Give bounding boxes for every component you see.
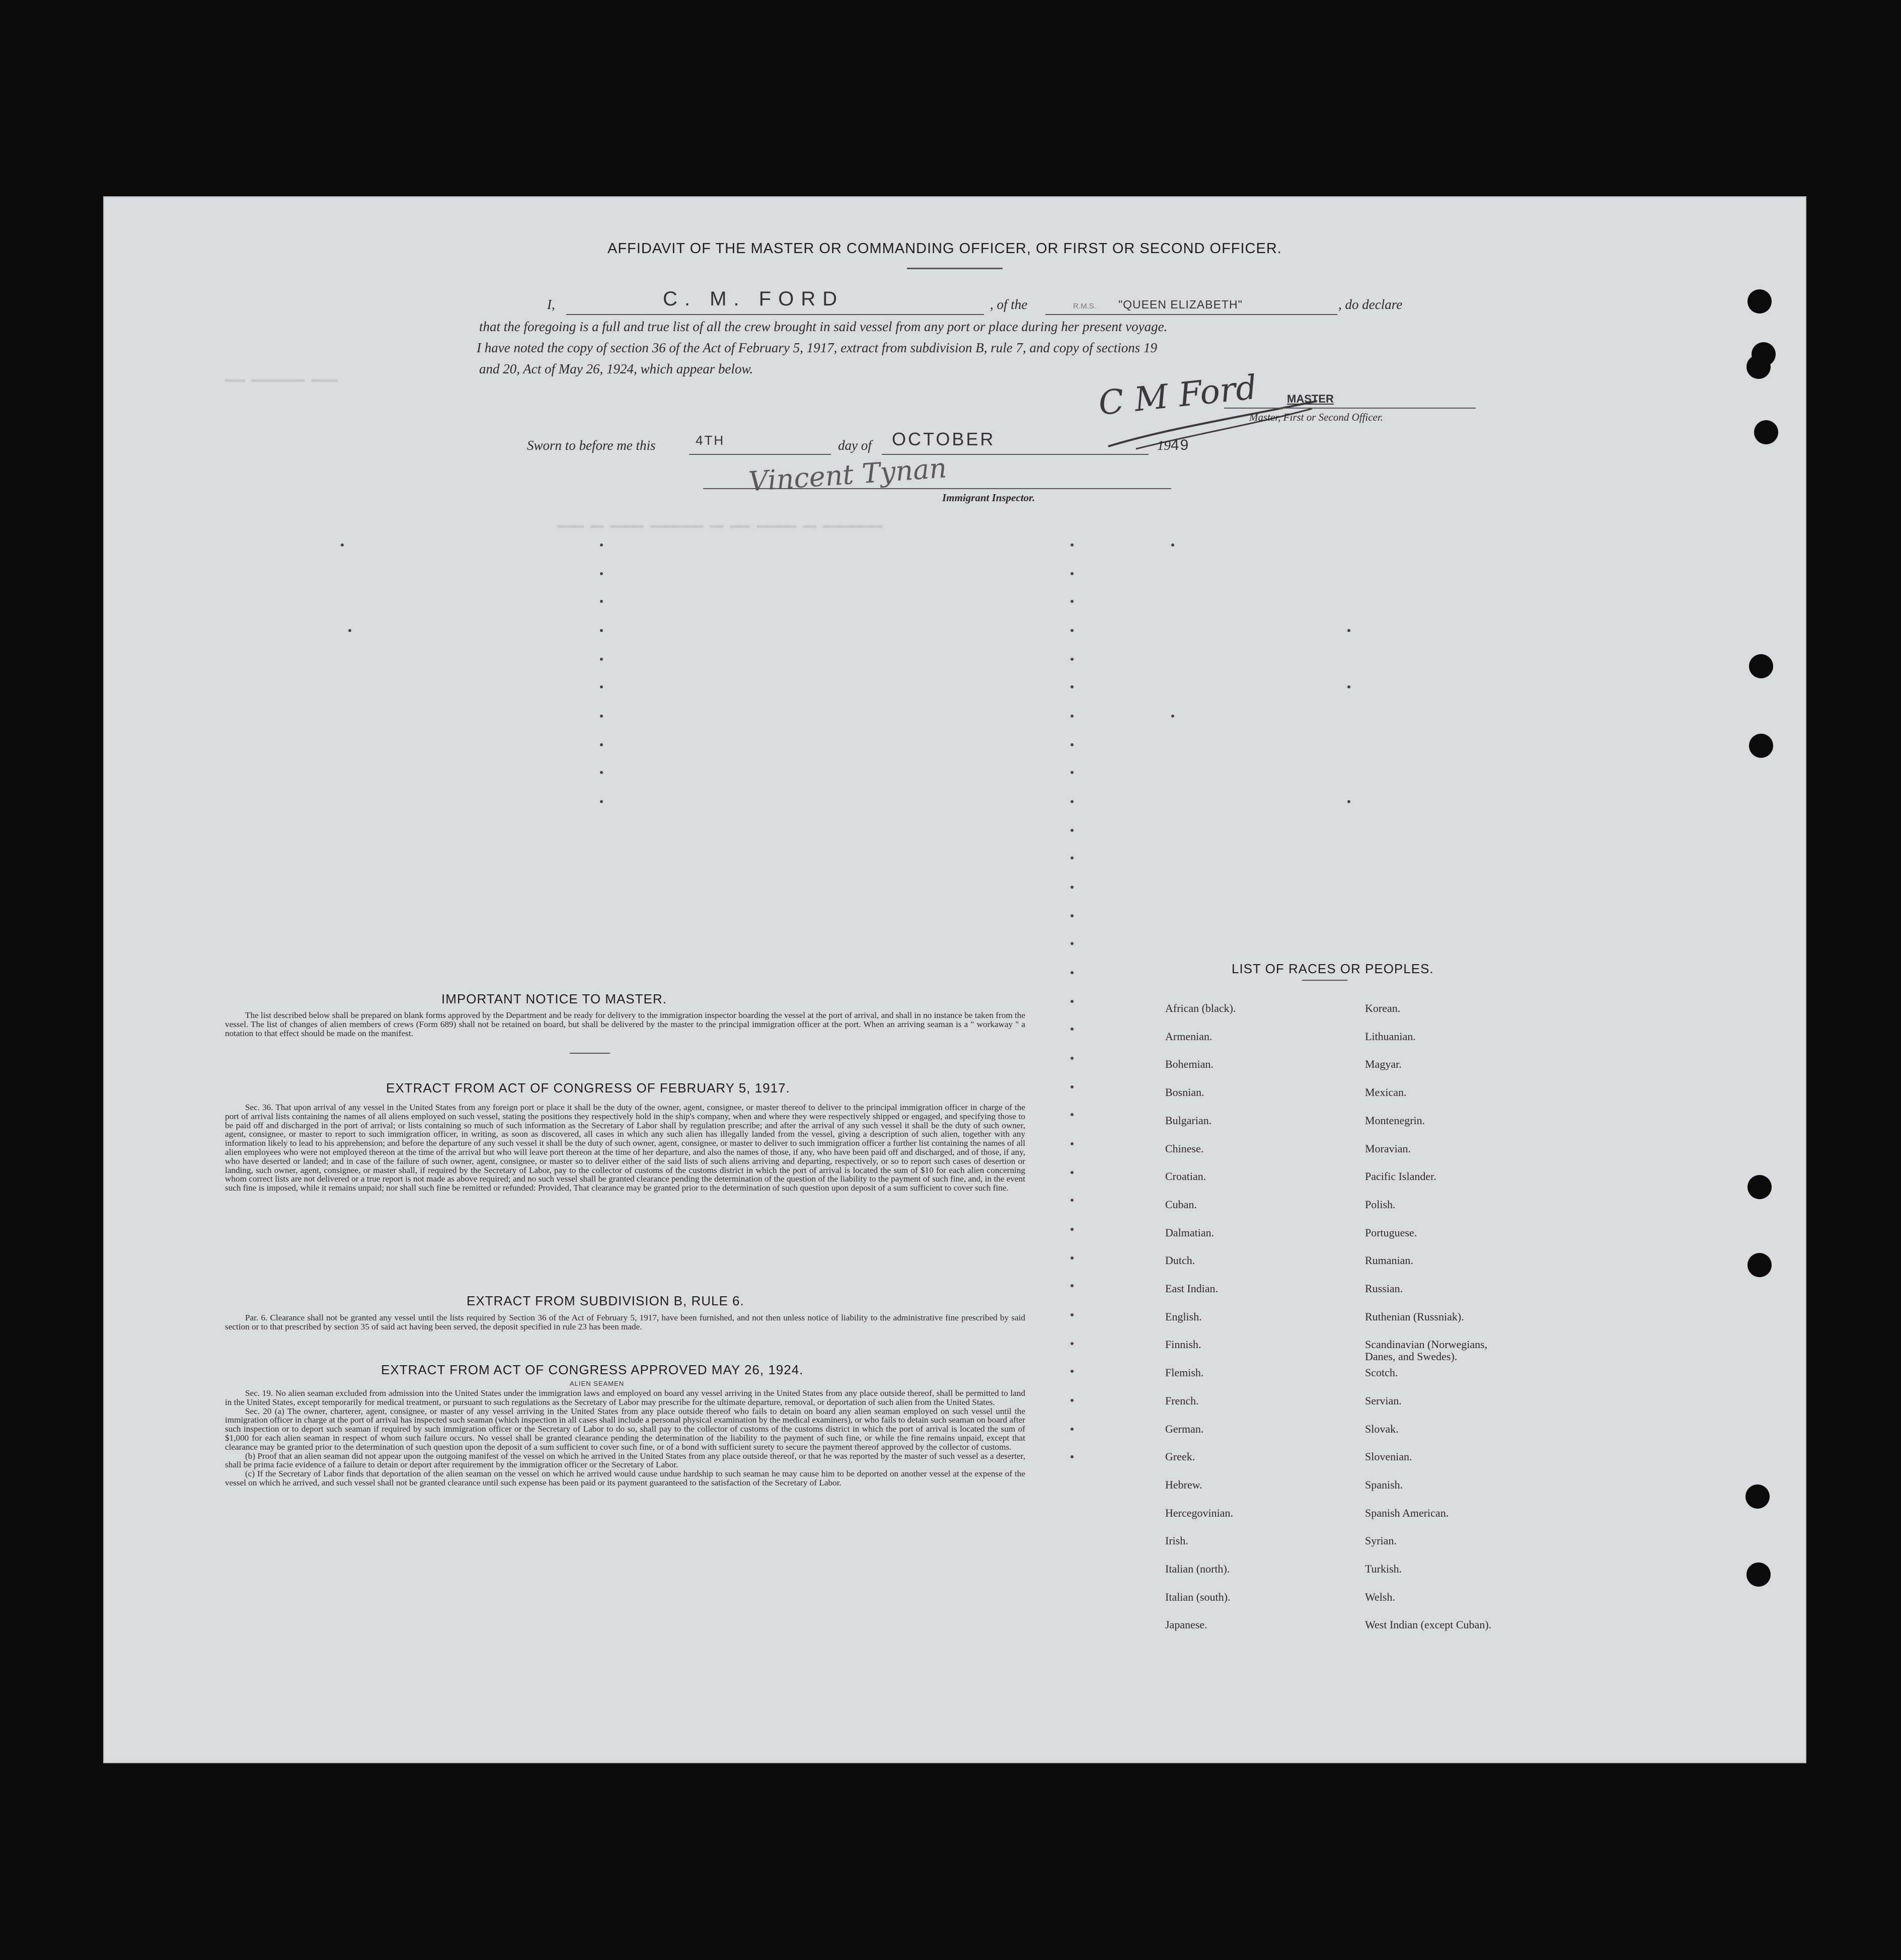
extract-1924-text — [225, 1389, 1025, 1487]
master-signature: C M Ford — [1096, 367, 1259, 423]
affidavit-line-3: I have noted the copy of section 36 of the Act of February 5, 1917, extract from subdivision B, rule 7, and copy of sections 19 — [477, 340, 1157, 355]
notice-title: IMPORTANT NOTICE TO MASTER. — [441, 991, 667, 1006]
affidavit-line-2: that the foregoing is a full and true list of all the crew brought in said vessel from any port or place during her present voyage. — [479, 319, 1168, 334]
left-race-item: Finnish. — [1165, 1338, 1201, 1351]
right-race-item: Magyar. — [1365, 1058, 1402, 1071]
left-race-item: English. — [1165, 1310, 1202, 1323]
day-line — [689, 454, 831, 455]
left-race-item: French. — [1165, 1394, 1199, 1407]
left-race-item: Chinese. — [1165, 1142, 1204, 1155]
sworn-year-prefix: 19 — [1157, 438, 1171, 453]
sworn-month: OCTOBER — [892, 429, 996, 449]
right-race-item: Welsh. — [1365, 1590, 1395, 1603]
vessel-type: R.M.S. — [1073, 302, 1096, 310]
left-race-item: Italian (south). — [1165, 1590, 1231, 1603]
subdivision-text — [225, 1313, 1025, 1331]
left-race-item: Japanese. — [1165, 1618, 1207, 1631]
alien-seamen-subtitle: ALIEN SEAMEN — [570, 1380, 625, 1387]
left-race-item: German. — [1165, 1422, 1204, 1435]
notice-text — [225, 1011, 1025, 1038]
right-race-item: Rumanian. — [1365, 1254, 1413, 1267]
vessel-line — [1045, 314, 1337, 315]
extract-1917-text — [225, 1103, 1025, 1193]
vessel-name: "QUEEN ELIZABETH" — [1118, 298, 1243, 311]
right-race-item: Slovenian. — [1365, 1450, 1412, 1463]
paragraph-6: Par. 6. Clearance shall not be granted any vessel until the lists required by Section 36 of the Act of February 5, 1917, have been furnished, and not then unless notice of liability to the administrative fine prescribed by said section or to that prescribed by section 35 of said act having been served, the deposit specified in rule 23 has been made. — [225, 1313, 1025, 1331]
right-race-item: Moravian. — [1365, 1142, 1411, 1155]
right-race-item: Korean. — [1365, 1002, 1401, 1014]
day-of-text: day of — [838, 438, 872, 453]
right-race-item: Turkish. — [1365, 1562, 1402, 1575]
left-race-item: Bulgarian. — [1165, 1114, 1212, 1127]
right-race-item: Ruthenian (Russniak). — [1365, 1310, 1464, 1323]
signature-flourish-icon — [1106, 399, 1322, 454]
right-race-item: Spanish American. — [1365, 1506, 1449, 1519]
right-race-item: Servian. — [1365, 1394, 1402, 1407]
left-race-item: Hebrew. — [1165, 1478, 1202, 1491]
left-race-item: Armenian. — [1165, 1030, 1212, 1043]
subdivision-title: EXTRACT FROM SUBDIVISION B, RULE 6. — [467, 1293, 744, 1308]
right-race-item: Syrian. — [1365, 1534, 1397, 1547]
extract-1917-title: EXTRACT FROM ACT OF CONGRESS OF FEBRUARY 5, 1917. — [386, 1080, 790, 1095]
do-declare-text: , do declare — [1338, 297, 1403, 312]
section-19-paragraph: Sec. 19. No alien seaman excluded from admission into the United States under the immigration laws and employed on board any vessel arriving in the United States from any place outside thereof, shall be permitted to land in the United States, except temporarily for medical treatment, or pursuant to such regulations as the Secretary of Labor may prescribe for the ultimate departure, removal, or deportation of such alien from the United States. — [225, 1388, 1025, 1407]
sworn-year — [1157, 437, 1189, 454]
right-race-item: Russian. — [1365, 1282, 1403, 1295]
section-20b-paragraph: (b) Proof that an alien seaman did not appear upon the outgoing manifest of the vessel on which he arrived in the United States from any place outside thereof, or that he was reported by the master of such vessel as a deserter, shall be prima facie evidence of a failure to detain or deport after requirement by the immigration officer or the Secretary of Labor. — [225, 1451, 1025, 1470]
affidavit-line-4: and 20, Act of May 26, 1924, which appear below. — [479, 361, 753, 376]
title-underline — [907, 268, 1003, 269]
affidavit-title: AFFIDAVIT OF THE MASTER OR COMMANDING OFFICER, OR FIRST OR SECOND OFFICER. — [607, 241, 1282, 257]
left-race-item: Irish. — [1165, 1534, 1188, 1547]
of-the-text: , of the — [990, 297, 1028, 312]
right-race-item: Pacific Islander. — [1365, 1170, 1436, 1183]
sworn-prefix: Sworn to before me this — [527, 438, 656, 453]
section-20a-paragraph: Sec. 20 (a) The owner, charterer, agent, consignee, or master of any vessel arriving in the United States from any place outside thereof who fails to detain on board any alien seaman employed on such vessel until the immigration officer in charge at the port of arrival has inspected such seaman (which inspection in all cases shall include a personal physical examination by the medical examiners), or who fails to detain such seaman on board after such inspection or to deport such seaman if required by such immigration officer or the Secretary of Labor to do so, shall pay to the collector of customs of the customs district in which the port of arrival is located the sum of $1,000 for each alien seaman in respect of whom such failure occurs. No vessel shall be granted clearance pending the determination of the liability to the payment of such fine, or while the fine remains unpaid, except that clearance may be granted prior to the determination of such question upon the deposit of a sum sufficient to cover such fine, or of a bond with sufficient surety to secure the payment thereof approved by the collector of customs. — [225, 1406, 1025, 1452]
left-race-item: Croatian. — [1165, 1170, 1206, 1183]
document-page: ▬▬▬▬ ▬▬ ▬▬▬▬▬ ▬▬▬▬▬▬▬▬ ▬▬ ▬▬▬ ▬▬▬▬▬▬ ▬▬ ▬▬▬▬▬▬▬▬▬ ▬▬▬ ▬▬▬▬▬▬▬▬ ▬▬▬▬ AFFIDAVIT OF THE MASTER OR COMMANDING OFFICER, OR FIRST OR SECOND OFFICER. I, C. M. FORD , of the R.M.S. "QUEEN ELIZABETH" , do declare that the foregoing is a full and true list of all the crew brought in said vessel from any port or place during her present voyage. I have noted the copy of section 36 of the Act of February 5, 1917, extract from subdivision B, rule 7, and copy of sections 19 and 20, Act of May 26, 1924, which appear below. C M Ford MASTER Master, First or Second Officer. Sworn to before me this 4TH day of OCTOBER 1949 Vincent Tynan Immigrant Inspector. IMPORTANT NOTICE TO MASTER. The list described below shall be prepared on blank forms approved by the Department and be ready for delivery to the immigration inspector boarding the vessel at the port of arrival, and shall in no instance be taken from the vessel. The list of changes of alien members of crews (Form 689) shall not be retained on board, but shall be delivered by the master to the principal immigration officer at the port. When an arriving seaman is a " workaway " a notation to that effect should be made on the manifest. EXTRACT FROM ACT OF CONGRESS OF FEBRUARY 5, 1917. Sec. 36. That upon arrival of any vessel in the United States from any foreign port or place it shall be the duty of the owner, agent, consignee, or master thereof to deliver to the principal immigration officer in charge of the port of arrival lists containing the names of all aliens employed on such vessel, stating the positions they respectively hold in the ship's company, when and where they were respectively shipped or engaged, and specifying those to be paid off and discharged in the port of arrival; or lists containing so much of such information as the Secretary of Labor shall by regulation prescribe; and after the arrival of any such vessel it shall be the duty of such owner, agent, consignee, or master to report to such immigration officer, in writing, as soon as discovered, all cases in which any such alien has illegally landed from the vessel, giving a description of such alien, together with any information likely to lead to his apprehension; and before the departure of any such vessel it shall be the duty of such owner, agent, consignee, or master to deliver to such immigration officer a further list containing the names of all alien employees who were not employed thereon at the time of the arrival but who will leave port thereon at the time of her departure, and also the names of those, if any, who have been paid off and discharged, and of those, if any, who have deserted or landed; and in case of the failure of such owner, agent, consignee, or master so to deliver either of the said lists of such aliens arriving and departing, respectively, or so to report such cases of desertion or landing, such owner, agent, consignee, or master shall, if required by the Secretary of Labor, pay to the collector of customs of the customs district in which the port of arrival is located the sum of $10 for each alien concerning whom correct lists are not delivered or a true report is not made as above required; and no such vessel shall be granted clearance pending the determination of the question of the liability to the payment of such fine, and, in the event such fine is imposed, while it remains unpaid; nor shall such fine be remitted or refunded: Provided, That clearance may be granted prior to the determination of such question upon deposit of a sum sufficient to cover such fine. EXTRACT FROM SUBDIVISION B, RULE 6. Par. 6. Clearance shall not be granted any vessel until the lists required by Section 36 of the Act of February 5, 1917, have been furnished, and not then unless notice of liability to the administrative fine prescribed by said section or to that prescribed by section 35 of said act having been served, the deposit specified in rule 23 has been made. EXTRACT FROM ACT OF CONGRESS APPROVED MAY 26, 1924. ALIEN SEAMEN Sec. 19. No alien seaman excluded from admission into the United States under the immigration laws and employed on board any vessel arriving in the United States from any place outside thereof, shall be permitted to land in the United States, except temporarily for medical treatment, or pursuant to such regulations as the Secretary of Labor may prescribe for the ultimate departure, removal, or deportation of such alien from the United States. Sec. 20 (a) The owner, charterer, agent, consignee, or master of any vessel arriving in the United States from any place outside thereof who fails to detain on board any alien seaman employed on such vessel until the immigration officer in charge at the port of arrival has inspected such seaman (which inspection in all cases shall include a personal physical examination by the medical examiners), or who fails to detain such seaman on board after such inspection or to deport such seaman if required by such immigration officer or the Secretary of Labor to do so, shall pay to the collector of customs of the customs district in which the port of arrival is located the sum of $1,000 for each alien seaman in respect of whom such failure occurs. No vessel shall be granted clearance pending the determination of the liability to the payment of such fine, or while the fine remains unpaid, except that clearance may be granted prior to the determination of such question upon the deposit of a sum sufficient to cover such fine, or of a bond with sufficient surety to secure the payment thereof approved by the collector of customs. (b) Proof that an alien seaman did not appear upon the outgoing manifest of the vessel on which he arrived in the United States from any place outside thereof, or that he was reported by the master of such vessel as a deserter, shall be prima facie evidence of a failure to detain or deport after requirement by the immigration officer or the Secretary of Labor. (c) If the Secretary of Labor finds that deportation of the alien seaman on the vessel on which he arrived would cause undue hardship to such seaman he may cause him to be deported on another vessel at the expense of the vessel on which he arrived, and such vessel shall not be granted clearance until such expense has been paid or its payment guaranteed to the satisfaction of the Secretary of Labor. LIST OF RACES OR PEOPLES. African (black). Armenian. Bohemian. Bosnian. Bulgarian. Chinese. Croatian. Cuban. Dalmatian. Dutch. East Indian. English. Finnish. Flemish. French. German. Greek. Hebrew. Hercegovinian. Irish. Italian (north). Italian (south). Japanese. Korean. Lithuanian. Magyar. Mexican. Montenegrin. Moravian. Pacific Islander. Polish. Portuguese. Rumanian. Russian. Ruthenian (Russniak). Scandinavian (Norwegians, Danes, and Swedes). Scotch. Servian. Slovak. Slovenian. Spanish. Spanish American. Syrian. Turkish. Welsh. West Indian (except Cuban). — [103, 196, 1806, 1763]
left-race-item: Hercegovinian. — [1165, 1506, 1233, 1519]
left-race-item: East Indian. — [1165, 1282, 1219, 1295]
affidavit-i: I, — [547, 297, 555, 312]
right-race-item: Slovak. — [1365, 1422, 1399, 1435]
races-title: LIST OF RACES OR PEOPLES. — [1232, 961, 1434, 976]
signature-caption: Master, First or Second Officer. — [1249, 411, 1383, 423]
inspector-signature: Vincent Tynan — [747, 452, 948, 498]
notice-divider — [570, 1053, 610, 1054]
right-race-item: Mexican. — [1365, 1086, 1407, 1099]
left-race-item: Dutch. — [1165, 1254, 1195, 1267]
signature-line — [1224, 408, 1476, 409]
sworn-day: 4TH — [696, 433, 725, 448]
right-race-item: Scandinavian (Norwegians, Danes, and Swedes). — [1365, 1338, 1488, 1363]
officer-name: C. M. FORD — [663, 288, 844, 310]
right-race-item: Lithuanian. — [1365, 1030, 1416, 1043]
right-race-item: Montenegrin. — [1365, 1114, 1425, 1127]
right-race-item: Spanish. — [1365, 1478, 1403, 1491]
right-race-item: West Indian (except Cuban). — [1365, 1618, 1492, 1631]
right-race-item: Polish. — [1365, 1198, 1396, 1211]
left-race-item: Flemish. — [1165, 1366, 1204, 1379]
left-race-item: Cuban. — [1165, 1198, 1197, 1211]
left-race-item: Dalmatian. — [1165, 1226, 1214, 1239]
left-race-item: Greek. — [1165, 1450, 1195, 1463]
left-race-item: Bohemian. — [1165, 1058, 1213, 1071]
right-race-item: Scotch. — [1365, 1366, 1398, 1379]
races-divider — [1302, 980, 1347, 981]
left-race-item: Bosnian. — [1165, 1086, 1204, 1099]
left-race-item: Italian (north). — [1165, 1562, 1230, 1575]
name-line — [566, 314, 984, 315]
master-stamp: MASTER — [1287, 393, 1334, 405]
sworn-year-value: 49 — [1171, 437, 1190, 453]
inspector-line — [703, 488, 1171, 489]
extract-1924-title: EXTRACT FROM ACT OF CONGRESS APPROVED MAY 26, 1924. — [381, 1362, 804, 1377]
inspector-caption: Immigrant Inspector. — [942, 492, 1035, 504]
notice-paragraph: The list described below shall be prepared on blank forms approved by the Department and be ready for delivery to the immigration inspector boarding the vessel at the port of arrival, and shall in no instance be taken from the vessel. The list of changes of alien members of crews (Form 689) shall not be retained on board, but shall be delivered by the master to the principal immigration officer at the port. When an arriving seaman is a " workaway " a notation to that effect should be made on the manifest. — [225, 1010, 1025, 1038]
section-36-paragraph: Sec. 36. That upon arrival of any vessel in the United States from any foreign port or place it shall be the duty of the owner, agent, consignee, or master thereof to deliver to the principal immigration officer in charge of the port of arrival lists containing the names of all aliens employed on such vessel, stating the positions they respectively hold in the ship's company, when and where they were respectively shipped or engaged, and specifying those to be paid off and discharged in the port of arrival; or lists containing so much of such information as the Secretary of Labor shall by regulation prescribe; and after the arrival of any such vessel it shall be the duty of such owner, agent, consignee, or master to report to such immigration officer, in writing, as soon as discovered, all cases in which any such alien has illegally landed from the vessel, giving a description of such alien, together with any information likely to lead to his apprehension; and before the departure of any such vessel it shall be the duty of such owner, agent, consignee, or master to deliver to such immigration officer a further list containing the names of all alien employees who were not employed thereon at the time of the arrival but who will leave port thereon at the time of her departure, and also the names of those, if any, who have been paid off and discharged, and of those, if any, who have deserted or landed; and in case of the failure of such owner, agent, consignee, or master so to deliver either of the said lists of such aliens arriving and departing, respectively, or so to report such cases of desertion or landing, such owner, agent, consignee, or master shall, if required by the Secretary of Labor, pay to the collector of customs of the customs district in which the port of arrival is located the sum of $10 for each alien concerning whom correct lists are not delivered or a true report is not made as above required; and no such vessel shall be granted clearance pending the determination of the question of the liability to the payment of such fine, and, in the event such fine is imposed, while it remains unpaid; nor shall such fine be remitted or refunded: Provided, That clearance may be granted prior to the determination of such question upon deposit of a sum sufficient to cover such fine. — [225, 1103, 1025, 1193]
section-20c-paragraph: (c) If the Secretary of Labor finds that deportation of the alien seaman on the vessel on which he arrived would cause undue hardship to such seaman he may cause him to be deported on another vessel at the expense of the vessel on which he arrived, and such vessel shall not be granted clearance until such expense has been paid or its payment guaranteed to the satisfaction of the Secretary of Labor. — [225, 1469, 1025, 1487]
left-race-item: African (black). — [1165, 1002, 1236, 1014]
right-race-item: Portuguese. — [1365, 1226, 1417, 1239]
